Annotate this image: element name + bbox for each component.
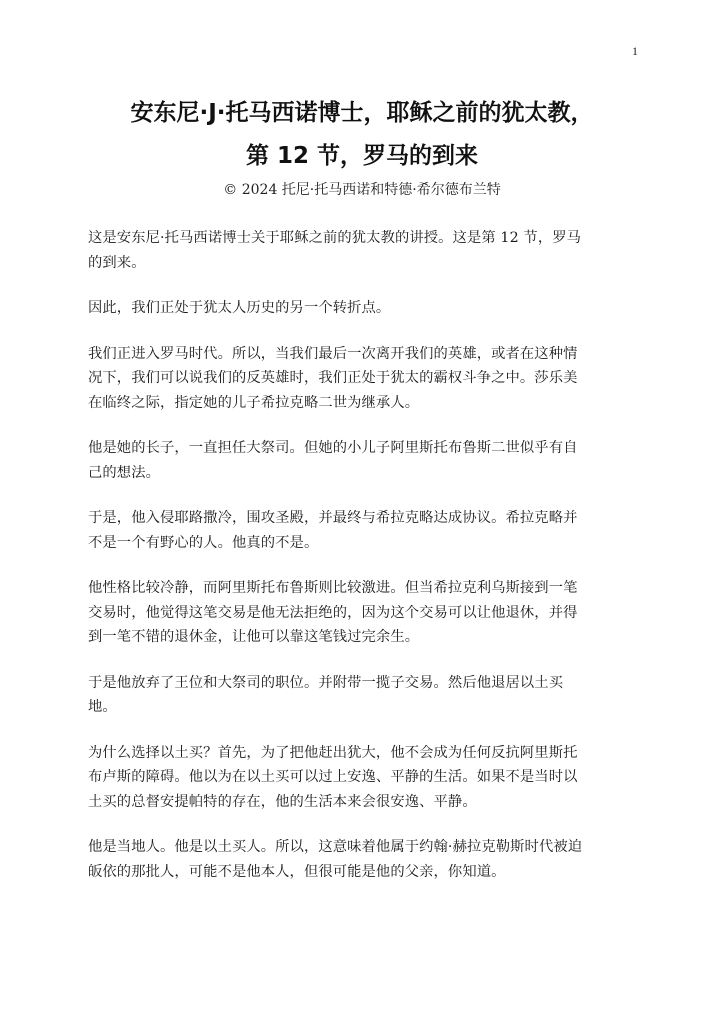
paragraph-line: 他是当地人。他是以土买人。所以，这意味着他属于约翰·赫拉克勒斯时代被迫 — [88, 839, 583, 855]
paragraph-line: 于是他放弃了王位和大祭司的职位。并附带一揽子交易。然后他退居以土买 — [88, 674, 564, 691]
paragraph-8 — [88, 741, 644, 815]
paragraph-line: 的到来。 — [88, 254, 146, 271]
paragraph-7 — [88, 671, 644, 720]
title-line-1: 安东尼·J·托马西诺博士，耶稣之前的犹太教， — [130, 100, 594, 126]
paragraph-line: 皈依的那批人，可能不是他本人，但很可能是他的父亲，你知道。 — [88, 863, 506, 880]
paragraph-line: 他是她的长子，一直担任大祭司。但她的小儿子阿里斯托布鲁斯二世似乎有自 — [88, 440, 578, 456]
paragraph-line: 他性格比较冷静，而阿里斯托布鲁斯则比较激进。但当希拉克利乌斯接到一笔 — [88, 580, 578, 596]
paragraph-line: 况下，我们可以说我们的反英雄时，我们正处于犹太的霸权斗争之中。莎乐美 — [88, 370, 578, 386]
paragraph-2 — [88, 296, 644, 321]
paragraph-line: 己的想法。 — [88, 464, 160, 481]
paragraph-line: 到一笔不错的退休金，让他可以靠这笔钱过完余生。 — [88, 629, 420, 645]
page-number: 1 — [632, 44, 638, 58]
paragraph-9 — [88, 835, 644, 884]
paragraph-line: 在临终之际，指定她的儿子希拉克略二世为继承人。 — [88, 394, 420, 411]
body-text — [88, 226, 644, 905]
paragraph-line: 不是一个有野心的人。他真的不是。 — [88, 534, 319, 551]
paragraph-line: 地。 — [88, 699, 117, 715]
paragraph-line: 这是安东尼·托马西诺博士关于耶稣之前的犹太教的讲授。这是第 12 节，罗马 — [88, 230, 582, 246]
paragraph-line: 布卢斯的障碍。他以为在以土买可以过上安逸、平静的生活。如果不是当时以 — [88, 769, 578, 785]
title-line-2: 第 12 节，罗马的到来 — [245, 143, 479, 169]
paragraph-6 — [88, 576, 644, 650]
document-title — [60, 92, 664, 178]
paragraph-4 — [88, 436, 644, 485]
paragraph-1 — [88, 226, 644, 275]
paragraph-line: 交易时，他觉得这笔交易是他无法拒绝的，因为这个交易可以让他退休，并得 — [88, 604, 578, 621]
paragraph-5 — [88, 506, 644, 555]
paragraph-line: 土买的总督安提帕特的存在，他的生活本来会很安逸、平静。 — [88, 793, 477, 810]
paragraph-line: 为什么选择以土买？首先，为了把他赶出犹大，他不会成为任何反抗阿里斯托 — [88, 744, 578, 761]
copyright-line: © 2024 托尼·托马西诺和特德·希尔德布兰特 — [223, 182, 501, 198]
paragraph-line: 于是，他入侵耶路撒冷，围攻圣殿，并最终与希拉克略达成协议。希拉克略并 — [88, 510, 578, 526]
paragraph-line: 因此，我们正处于犹太人历史的另一个转折点。 — [88, 300, 391, 316]
paragraph-3 — [88, 342, 644, 416]
paragraph-line: 我们正进入罗马时代。所以，当我们最后一次离开我们的英雄，或者在这种情 — [88, 345, 578, 362]
